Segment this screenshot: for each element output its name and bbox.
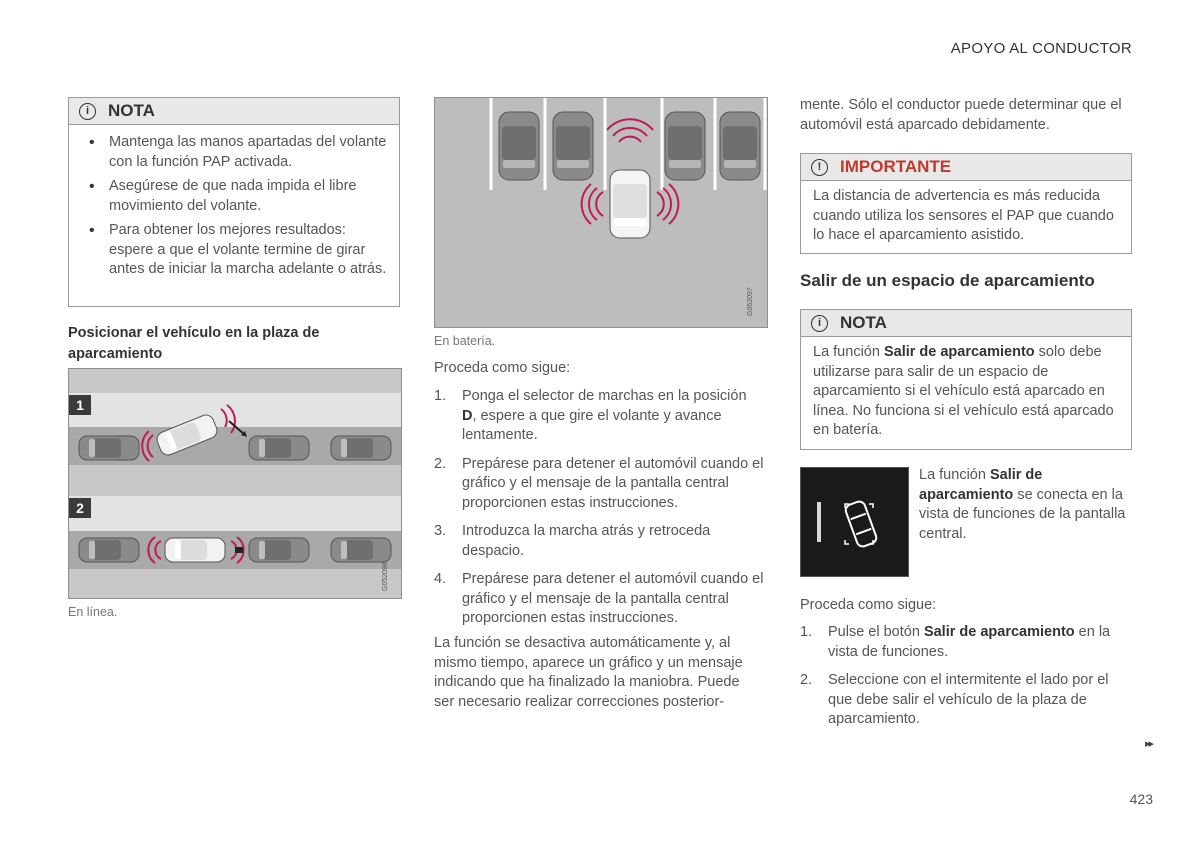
continuation-paragraph: mente. Sólo el conductor puede determinar que el automóvil está aparcado debidamente. [800,97,1122,133]
parked-car [665,112,705,180]
note-header [801,310,1131,337]
figure-code: G052098 [382,562,389,591]
info-icon: i [79,103,96,120]
note-box [800,309,1132,450]
important-box [800,153,1132,254]
parked-car [79,538,139,562]
exit-parking-button-image [800,467,909,577]
parked-car [499,112,539,180]
note-title: NOTA [108,101,155,120]
parallel-parking-illustration [69,369,401,598]
section-subheading: Posicionar el vehículo en la plaza de aparcamiento [68,325,320,362]
figure-caption: En línea. [68,605,118,619]
parked-car [249,538,309,562]
parked-car [79,436,139,460]
section-heading: Salir de un espacio de aparcamiento [800,271,1095,290]
note-title: NOTA [840,313,887,332]
figure-code: G052097 [747,287,754,316]
note-box [68,97,400,307]
maneuvering-car [610,170,650,238]
list-item: 3. Introduzca la marcha atrás y retroceda despacio. [434,523,711,559]
procedure-intro: Proceda como sigue: [434,360,571,376]
step-2-label: 2 [76,500,84,516]
parked-car [331,436,391,460]
warning-icon: ! [811,159,828,176]
important-text: La distancia de advertencia es más reducida cuando utiliza los sensores el PAP que cuando lo hace el aparcamiento asistido. [813,188,1114,243]
list-item: 2. Prepárese para detener el automóvil cuando el gráfico y el mensaje de la pantalla central proporcionen estas instrucciones. [434,455,764,511]
closing-paragraph: La función se desactiva automáticamente y, al mismo tiempo, aparece un gráfico y un mensaje indicando que ha finalizado la maniobra. Puede ser necesario realizar correcciones posterior- [434,635,743,710]
parked-car [249,436,309,460]
section-header: APOYO AL CONDUCTOR [950,40,1132,57]
parked-car [553,112,593,180]
procedure-steps [800,623,1134,739]
exit-parking-icon [801,468,908,576]
list-item: • Para obtener los mejores resultados: espere a que el volante termine de girar antes de iniciar la marcha adelante o atrás. [81,221,387,280]
info-icon: i [811,315,828,332]
perpendicular-parking-illustration [435,98,767,327]
note-text: La función Salir de aparcamiento solo debe utilizarse para salir de un espacio de aparcamiento si el vehículo está aparcado en línea. No funciona si el vehículo está aparcado en batería. [813,344,1114,438]
note-header [69,98,399,125]
list-item: • Asegúrese de que nada impida el libre movimiento del volante. [81,177,387,216]
important-title: IMPORTANTE [840,157,952,176]
note-list [81,133,387,280]
parked-car [720,112,760,180]
page-number: 423 [1129,791,1153,807]
list-item: 4. Prepárese para detener el automóvil cuando el gráfico y el mensaje de la pantalla central proporcionen estas instrucciones. [434,571,764,626]
important-header [801,154,1131,181]
figure-caption: En batería. [434,334,496,348]
button-description: La función Salir de aparcamiento se conecta en la vista de funciones de la pantalla central. [919,467,1126,542]
procedure-intro: Proceda como sigue: [800,597,937,613]
maneuvering-car [165,538,225,562]
list-item: 1. Pulse el botón Salir de aparcamiento en la vista de funciones. [800,624,1111,660]
step-1-label: 1 [76,397,84,413]
parked-car [331,538,391,562]
list-item: 1. Ponga el selector de marchas en la posición D, espere a que gire el volante y avance lentamente. [434,388,747,443]
procedure-steps [434,387,764,638]
list-item: • Mantenga las manos apartadas del volante con la función PAP activada. [81,133,387,172]
continue-arrow-icon: ▸▸ [1144,738,1152,750]
parallel-parking-figure [68,368,402,599]
perpendicular-parking-figure [434,97,768,328]
list-item: 2. Seleccione con el intermitente el lado por el que debe salir el vehículo de la plaza de aparcamiento. [800,672,1109,727]
